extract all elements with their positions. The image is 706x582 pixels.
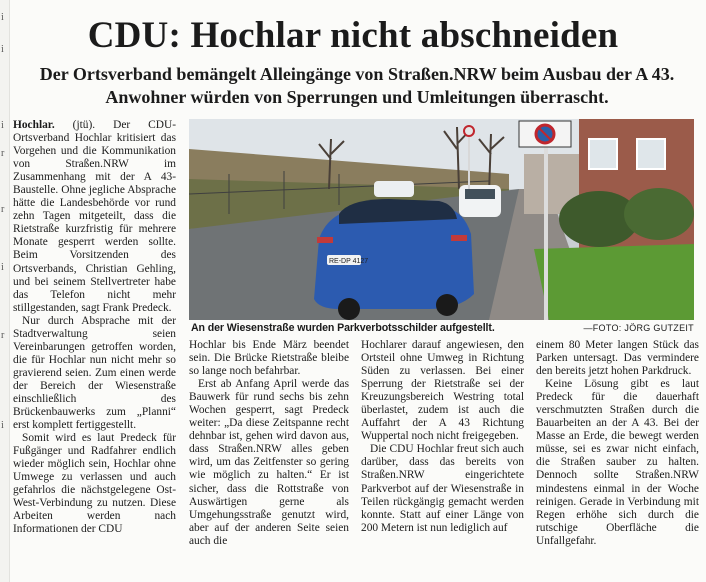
edge-letter: i — [1, 262, 4, 273]
edge-letter: i — [1, 120, 4, 131]
edge-letter: i — [1, 12, 4, 23]
car-plate: RE-DP 4127 — [329, 258, 369, 265]
subtitle: Der Ortsverband bemängelt Alleingänge von Straßen.NRW beim Ausbau der A 43. Anwohner würden von Sperrungen und Umleitungen überrascht. — [39, 64, 675, 107]
edge-letter: r — [1, 204, 5, 215]
article-column-4 — [536, 339, 699, 579]
article-column-1 — [13, 119, 176, 579]
caption-text: An der Wiesenstraße wurden Parkverbotsschilder aufgestellt. — [191, 322, 495, 334]
article-photo — [189, 119, 694, 320]
edge-letter: i — [1, 420, 4, 431]
paragraph: Die CDU Hochlar freut sich auch darüber, dass das bereits von Straßen.NRW eingerichtete Parkverbot auf der Wiesenstraße in Teilen rückgängig gemacht werden konnte. Statt auf einer Länge von 200 Metern ist nun lediglich auf — [361, 443, 524, 534]
paragraph — [13, 119, 176, 315]
article-column-2 — [189, 339, 349, 579]
paragraph: Hochlarer darauf angewiesen, den Ortsteil ohne Umweg in Richtung Süden zu verlassen. Bei einer Sperrung der Rietstraße sei der Kreuzungsbereich Westring total überlastet, zudem ist auch die Auffahrt der A 43 Richtung Wuppertal noch nicht freigegeben. — [361, 339, 524, 443]
street-photo-illustration — [189, 119, 694, 320]
edge-letter: r — [1, 330, 5, 341]
photo-credit: —FOTO: JÖRG GUTZEIT — [583, 323, 694, 333]
headline: CDU: Hochlar nicht abschneiden — [87, 15, 619, 56]
paragraph: Nur durch Absprache mit der Stadtverwaltung seien Vereinbarungen getroffen worden, die für Hochlar nun nicht mehr so gravierend seien. Zum einen werde der Bereich der Wiesenstraße einschließlich des Brückenbauwerks zum „Planni“ erst komplett fertiggestellt. — [13, 314, 176, 432]
paragraph: Erst ab Anfang April werde das Bauwerk für rund sechs bis zehn Wochen gesperrt, sagt Predeck weiter: „Da diese Zeitspanne recht dehnbar ist, gehen wird davon aus, dass Straßen.NRW alles geben wird, um das Zeitfenster so gering wie möglich zu halten.“ Er ist sicher, dass die Rottstraße von Auswärtigen gerne als Umgehungsstraße genutzt wird, aber auf der anderen Seite seien auch die — [189, 378, 349, 547]
photo-caption — [189, 322, 694, 336]
paragraph-text: (jtü). Der CDU-Ortsverband Hochlar kritisiert das Vorgehen und die Kommunikation von Straßen.NRW im Zusammenhang mit der A 43-Baustelle. Ohne jegliche Absprache hätte die Landesbehörde vor rund zehn Tagen mitgeteilt, dass die Rietstraße kurzfristig für mehrere Monate gesperrt werden sollte. Beim Vorsitzenden des Ortsverbands, Christian Gehling, und bei seinem Stellvertreter habe das Telefon nicht mehr stillgestanden, sagt Frank Predeck. — [13, 119, 176, 314]
paragraph: Hochlar bis Ende März beendet sein. Die Brücke Rietstraße bleibe so lange noch befahrbar. — [189, 339, 349, 378]
dateline: Hochlar. — [13, 119, 55, 131]
paragraph: Somit wird es laut Predeck für Fußgänger und Radfahrer endlich wieder möglich sein, Hochlar ohne Umwege zu verlassen und auch gefahrlos die nächstgelegene Ost-West-Verbindung zu nutzen. Diese Arbeiten werden nach Informationen der CDU — [13, 432, 176, 536]
article-column-3 — [361, 339, 524, 579]
paragraph: Keine Lösung gibt es laut Predeck für die dauerhaft verschmutzten Straßen durch die Bauarbeiten an der A 43. Bei der Masse an Erde, die bewegt werden müsse, sei es zwar nicht einfach, die Straßen sauber zu halten. Dennoch sollte Straßen.NRW mindestens einmal in der Woche reinigen. Gerade in Verbindung mit Regen erhöhe sich durch die rutschige Oberfläche die Unfallgefahr. — [536, 378, 699, 547]
paragraph: einem 80 Meter langen Stück das Parken untersagt. Das vermindere den bereits jetzt hohen Parkdruck. — [536, 339, 699, 378]
edge-letter: i — [1, 44, 4, 55]
edge-letter: r — [1, 148, 5, 159]
page-edge — [0, 0, 10, 582]
